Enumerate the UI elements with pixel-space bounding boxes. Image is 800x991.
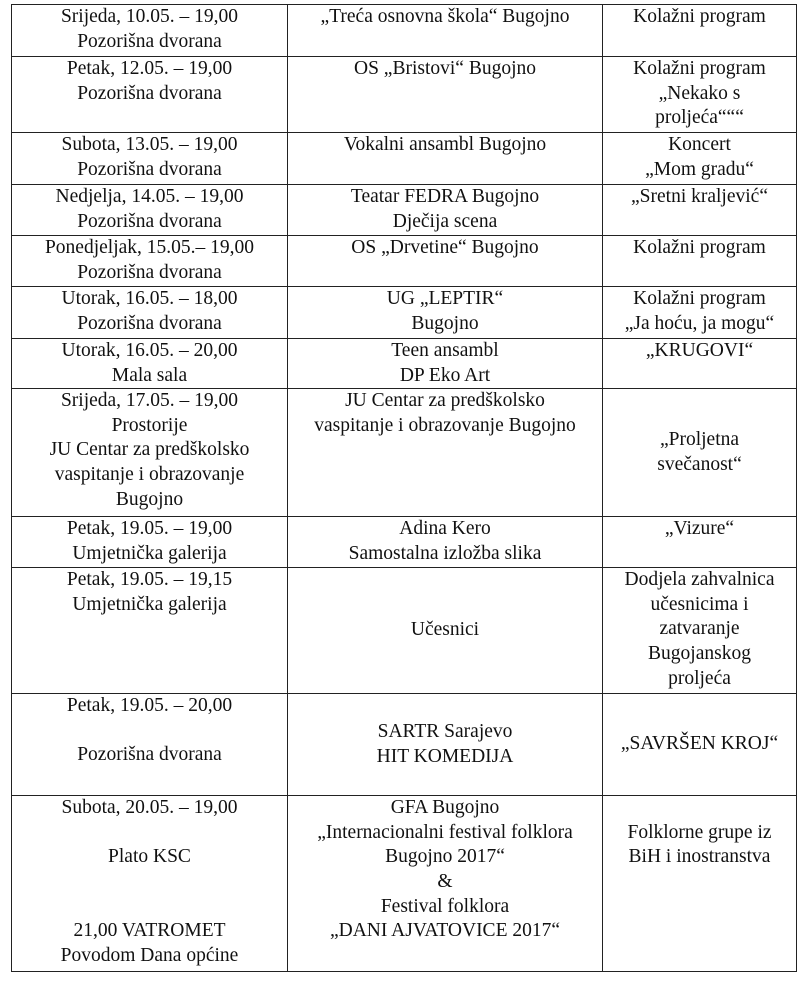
venue: Umjetnička galerija [72, 542, 227, 564]
program-cell [603, 287, 797, 339]
program-line: BiH i inostranstva [628, 846, 771, 868]
performer-line: GFA Bugojno [390, 797, 500, 819]
program-cell [603, 517, 797, 568]
performer-line: Festival folklora [380, 895, 510, 917]
date-time: Srijeda, 10.05. – 19,00 [60, 6, 239, 27]
performer-line: & [437, 870, 453, 892]
program-line: učesnicima i [650, 593, 749, 615]
date-venue-cell [12, 568, 288, 694]
performer-cell [288, 133, 603, 185]
date-time: Utorak, 16.05. – 20,00 [61, 340, 238, 361]
performer-line: Adina Kero [399, 518, 491, 540]
performer-cell [288, 236, 603, 287]
date-venue-cell [12, 133, 288, 185]
date-time: Petak, 19.05. – 20,00 [66, 695, 233, 717]
performer-cell [288, 339, 603, 389]
venue: Pozorišna dvorana [77, 30, 222, 52]
table-row [12, 517, 797, 568]
program-line: „Vizure“ [664, 518, 735, 540]
date-venue-cell [12, 185, 288, 236]
performer-line: „DANI AJVATOVICE 2017“ [329, 920, 561, 942]
performer-cell [288, 796, 603, 972]
venue: Bugojno [115, 488, 184, 510]
venue: Umjetnička galerija [72, 593, 227, 615]
table-row [12, 339, 797, 389]
program-line: Folklorne grupe iz [627, 821, 772, 843]
performer-cell [288, 287, 603, 339]
table-row [12, 568, 797, 694]
date-venue-cell [12, 796, 288, 972]
performer-cell [288, 694, 603, 796]
program-line: „Mom gradu“ [645, 158, 754, 180]
venue: Pozorišna dvorana [77, 312, 222, 334]
date-venue-cell [12, 57, 288, 133]
date-time: Ponedjeljak, 15.05.– 19,00 [44, 237, 255, 258]
performer-cell [288, 517, 603, 568]
venue: Mala sala [111, 364, 188, 386]
date-time: Petak, 19.05. – 19,15 [66, 569, 233, 591]
date-time: Petak, 19.05. – 19,00 [66, 518, 233, 540]
program-line: Kolažni program [633, 288, 766, 309]
program-cell [603, 133, 797, 185]
performer-line: Samostalna izložba slika [348, 542, 542, 564]
spacer-line [605, 796, 794, 821]
venue: vaspitanje i obrazovanje [54, 463, 245, 485]
spacer-line [14, 895, 285, 920]
venue: Pozorišna dvorana [77, 261, 222, 283]
performer-line: Dječija scena [392, 210, 498, 232]
date-time: Petak, 12.05. – 19,00 [66, 58, 233, 79]
fireworks-time: 21,00 VATROMET [73, 920, 226, 942]
performer-cell [288, 389, 603, 517]
performer-line: OS „Bristovi“ Bugojno [353, 58, 536, 79]
program-cell [603, 568, 797, 694]
date-venue-cell [12, 517, 288, 568]
program-line: „Nekako s [658, 82, 741, 104]
date-time: Subota, 13.05. – 19,00 [61, 134, 238, 155]
table-row [12, 185, 797, 236]
program-cell [603, 694, 797, 796]
program-line: Kolažni program [633, 6, 766, 27]
program-line: Dodjela zahvalnica [624, 569, 775, 591]
performer-line: JU Centar za predškolsko [345, 390, 545, 412]
table-row [12, 796, 797, 972]
date-venue-cell [12, 236, 288, 287]
performer-line: Bugojno [411, 312, 479, 334]
performer-line: DP Eko Art [399, 364, 491, 386]
table-row [12, 236, 797, 287]
occasion: Povodom Dana općine [60, 944, 239, 966]
table-row [12, 57, 797, 133]
performer-cell [288, 5, 603, 57]
table-row [12, 287, 797, 339]
date-time: Utorak, 16.05. – 18,00 [61, 288, 238, 309]
performer-line: Vokalni ansambl Bugojno [343, 134, 547, 155]
program-line: proljeća [668, 667, 731, 689]
performer-line: „Internacionalni festival folklora [317, 821, 573, 843]
program-cell [603, 796, 797, 972]
date-time: Nedjelja, 14.05. – 19,00 [55, 186, 244, 207]
spacer-line [14, 719, 285, 744]
program-cell [603, 57, 797, 133]
performer-line: „Treća osnovna škola“ Bugojno [320, 6, 570, 27]
venue: Pozorišna dvorana [77, 82, 222, 104]
spacer-line [14, 821, 285, 846]
program-cell [603, 5, 797, 57]
venue: Plato KSC [108, 846, 191, 868]
event-schedule-table [11, 4, 797, 972]
program-cell [603, 339, 797, 389]
venue: Pozorišna dvorana [77, 210, 222, 232]
performer-line: HIT KOMEDIJA [376, 745, 514, 767]
spacer-line [14, 870, 285, 895]
performer-cell [288, 568, 603, 694]
program-cell [603, 389, 797, 517]
performer-line: Bugojno 2017“ [385, 846, 505, 868]
date-time: Subota, 20.05. – 19,00 [61, 797, 238, 819]
program-line: „SAVRŠEN KROJ“ [620, 733, 779, 755]
program-line: proljeća“““ [655, 107, 744, 129]
performer-line: vaspitanje i obrazovanje Bugojno [314, 414, 576, 436]
table-row [12, 133, 797, 185]
performer-cell [288, 57, 603, 133]
program-line: „Ja hoću, ja mogu“ [624, 312, 775, 334]
date-time: Srijeda, 17.05. – 19,00 [60, 390, 239, 412]
venue: Prostorije [111, 414, 188, 436]
date-venue-cell [12, 694, 288, 796]
program-line: „Proljetna [659, 429, 740, 451]
date-venue-cell [12, 5, 288, 57]
performer-line: Teatar FEDRA Bugojno [350, 186, 540, 207]
table-row [12, 389, 797, 517]
date-venue-cell [12, 339, 288, 389]
performer-line: Teen ansambl [391, 340, 499, 361]
performer-cell [288, 185, 603, 236]
program-line: Kolažni program [633, 237, 766, 258]
venue: Pozorišna dvorana [77, 744, 222, 766]
venue: JU Centar za predškolsko [49, 439, 250, 461]
performer-line: SARTR Sarajevo [377, 721, 513, 743]
date-venue-cell [12, 389, 288, 517]
program-line: „KRUGOVI“ [645, 340, 754, 361]
program-line: Kolažni program [633, 58, 766, 79]
table-row [12, 694, 797, 796]
performer-line: Učesnici [410, 619, 480, 641]
performer-line: UG „LEPTIR“ [386, 288, 504, 309]
performer-line: OS „Drvetine“ Bugojno [351, 237, 539, 258]
program-line: „Sretni kraljević“ [631, 186, 768, 207]
program-line: Koncert [668, 134, 731, 155]
program-cell [603, 185, 797, 236]
table-row [12, 5, 797, 57]
date-venue-cell [12, 287, 288, 339]
program-line: Bugojanskog [648, 642, 751, 664]
venue: Pozorišna dvorana [77, 158, 222, 180]
program-line: svečanost“ [657, 453, 742, 475]
program-cell [603, 236, 797, 287]
program-line: zatvaranje [659, 618, 740, 640]
